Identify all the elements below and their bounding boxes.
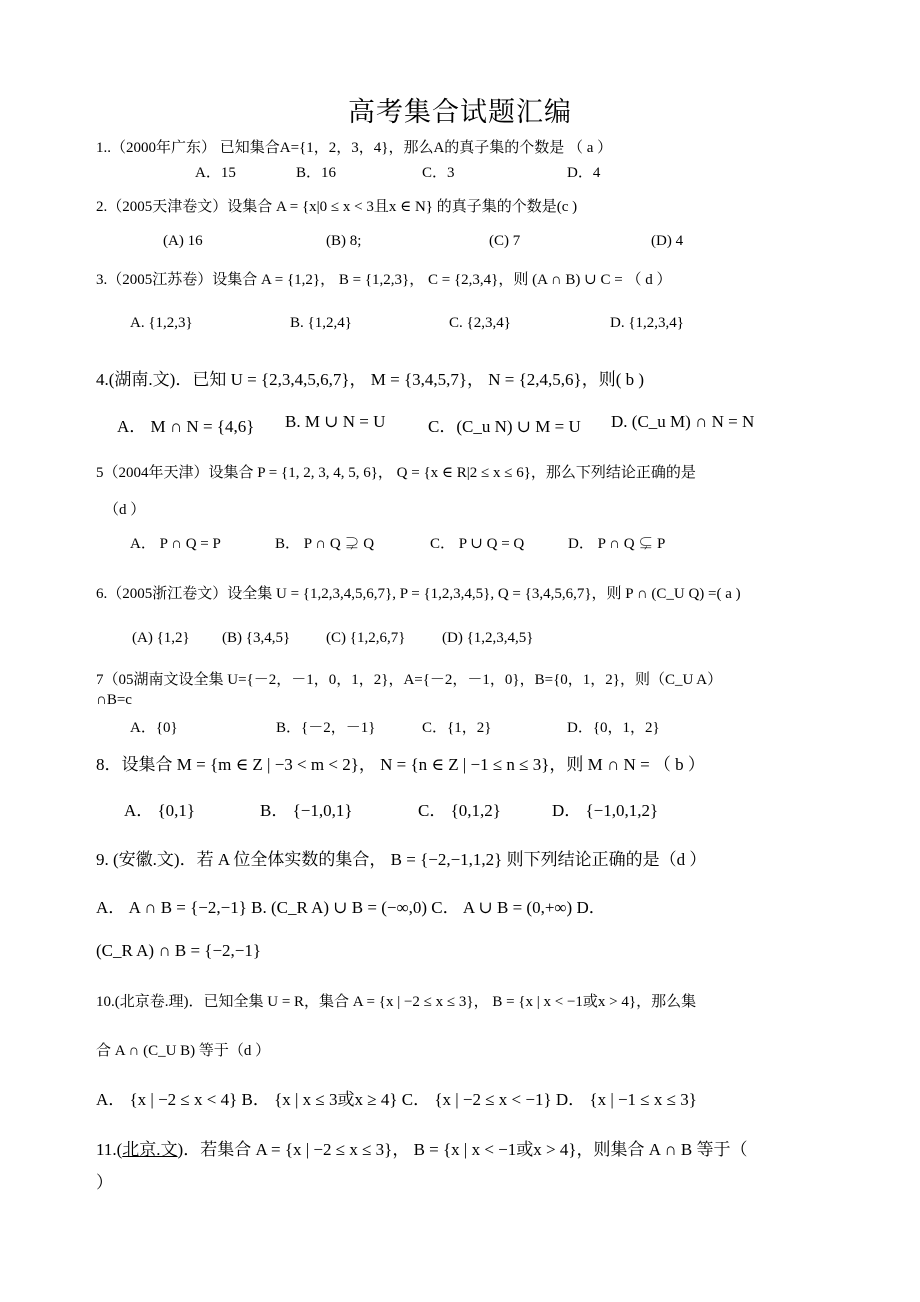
question-9-option-d: (C_R A) ∩ B = {−2,−1} xyxy=(96,941,262,960)
q6-option-a: (A) {1,2} xyxy=(132,630,190,646)
q2-option-a: (A) 16 xyxy=(163,233,203,249)
q11-text: )．若集合 A = {x | −2 ≤ x ≤ 3}， B = {x | x < −1或x > 4}，则集合 A ∩ B 等于（ xyxy=(177,1140,748,1159)
question-3: 3.（2005江苏卷）设集合 A = {1,2}， B = {1,2,3}， C = {2,3,4}，则 (A ∩ B) ∪ C = （ d ） xyxy=(96,272,672,288)
question-5: 5（2004年天津）设集合 P = {1, 2, 3, 4, 5, 6}， Q = {x ∈ R|2 ≤ x ≤ 6}，那么下列结论正确的是 xyxy=(96,465,696,481)
q1-option-c: C．3 xyxy=(422,165,455,181)
q2-option-b: (B) 8; xyxy=(326,233,362,249)
q1-option-a: A．15 xyxy=(195,165,236,181)
q4-option-b: B. M ∪ N = U xyxy=(285,412,386,431)
q4-option-d: D. (C_u M) ∩ N = N xyxy=(611,412,755,431)
question-5-answer: （d ） xyxy=(104,502,146,518)
q7-option-b: B．{－2，－1} xyxy=(276,720,376,736)
q8-option-a: A． {0,1} xyxy=(124,801,196,820)
question-10-options: A． {x | −2 ≤ x < 4} B． {x | x ≤ 3或x ≥ 4} C． {x | −2 ≤ x < −1} D． {x | −1 ≤ x ≤ 3} xyxy=(96,1090,697,1109)
question-6: 6.（2005浙江卷文）设全集 U = {1,2,3,4,5,6,7}, P = {1,2,3,4,5}, Q = {3,4,5,6,7}，则 P ∩ (C_U Q) =( a ) xyxy=(96,586,741,602)
q5-option-c: C． P ∪ Q = Q xyxy=(430,536,525,552)
q6-option-b: (B) {3,4,5} xyxy=(222,630,291,646)
question-10: 10.(北京卷.理)．已知全集 U = R，集合 A = {x | −2 ≤ x ≤ 3}， B = {x | x < −1或x > 4}，那么集 xyxy=(96,994,697,1010)
q7-option-a: A．{0} xyxy=(130,720,178,736)
question-8: 8．设集合 M = {m ∈ Z | −3 < m < 2}， N = {n ∈ Z | −1 ≤ n ≤ 3}，则 M ∩ N = （ b ） xyxy=(96,755,705,774)
q2-option-c: (C) 7 xyxy=(489,233,521,249)
q3-option-a: A. {1,2,3} xyxy=(130,315,193,331)
question-11 xyxy=(96,1135,747,1160)
q3-option-c: C. {2,3,4} xyxy=(449,315,511,331)
q2-option-d: (D) 4 xyxy=(651,233,684,249)
q5-option-a: A． P ∩ Q = P xyxy=(130,536,221,552)
q6-option-c: (C) {1,2,6,7} xyxy=(326,630,406,646)
question-10-continuation: 合 A ∩ (C_U B) 等于（d ） xyxy=(96,1043,271,1059)
q11-number: 11.( xyxy=(96,1140,123,1159)
page-title: 高考集合试题汇编 xyxy=(348,97,572,127)
q8-option-b: B． {−1,0,1} xyxy=(260,801,353,820)
question-2: 2.（2005天津卷文）设集合 A = {x|0 ≤ x < 3且x ∈ N} 的真子集的个数是(c ) xyxy=(96,199,578,215)
q3-option-b: B. {1,2,4} xyxy=(290,315,352,331)
question-7: 7（05湖南文设全集 U={－2，－1，0，1，2}，A={－2，－1，0}，B={0，1，2}，则（C_U A） xyxy=(96,672,723,688)
question-9-options: A． A ∩ B = {−2,−1} B. (C_R A) ∪ B = (−∞,0) C． A ∪ B = (0,+∞) D． xyxy=(96,898,606,917)
q1-option-b: B．16 xyxy=(296,165,337,181)
q11-source: 北京.文 xyxy=(122,1140,178,1159)
q4-option-c: C．(C_u N) ∪ M = U xyxy=(428,417,581,436)
q3-option-d: D. {1,2,3,4} xyxy=(610,315,684,331)
question-1: 1..（2000年广东） 已知集合A={1，2，3，4}，那么A的真子集的个数是 （ a ） xyxy=(96,140,613,156)
q5-option-d: D． P ∩ Q ⊊ P xyxy=(568,536,666,552)
q5-option-b: B． P ∩ Q ⊋ Q xyxy=(275,536,375,552)
q6-option-d: (D) {1,2,3,4,5} xyxy=(442,630,534,646)
q7-option-c: C．{1，2} xyxy=(422,720,492,736)
q8-option-d: D． {−1,0,1,2} xyxy=(552,801,659,820)
q8-option-c: C． {0,1,2} xyxy=(418,801,501,820)
q1-option-d: D．4 xyxy=(567,165,601,181)
q7-option-d: D．{0，1，2} xyxy=(567,720,660,736)
question-9: 9. (安徽.文)．若 A 位全体实数的集合， B = {−2,−1,1,2} 则下列结论正确的是（d ） xyxy=(96,850,707,869)
question-7-continuation: ∩B=c xyxy=(96,692,132,708)
q4-option-a: A． M ∩ N = {4,6} xyxy=(117,417,255,436)
question-4: 4.(湖南.文)．已知 U = {2,3,4,5,6,7}， M = {3,4,5,7}， N = {2,4,5,6}，则( b ) xyxy=(96,370,645,389)
question-11-continuation: ） xyxy=(96,1173,113,1192)
